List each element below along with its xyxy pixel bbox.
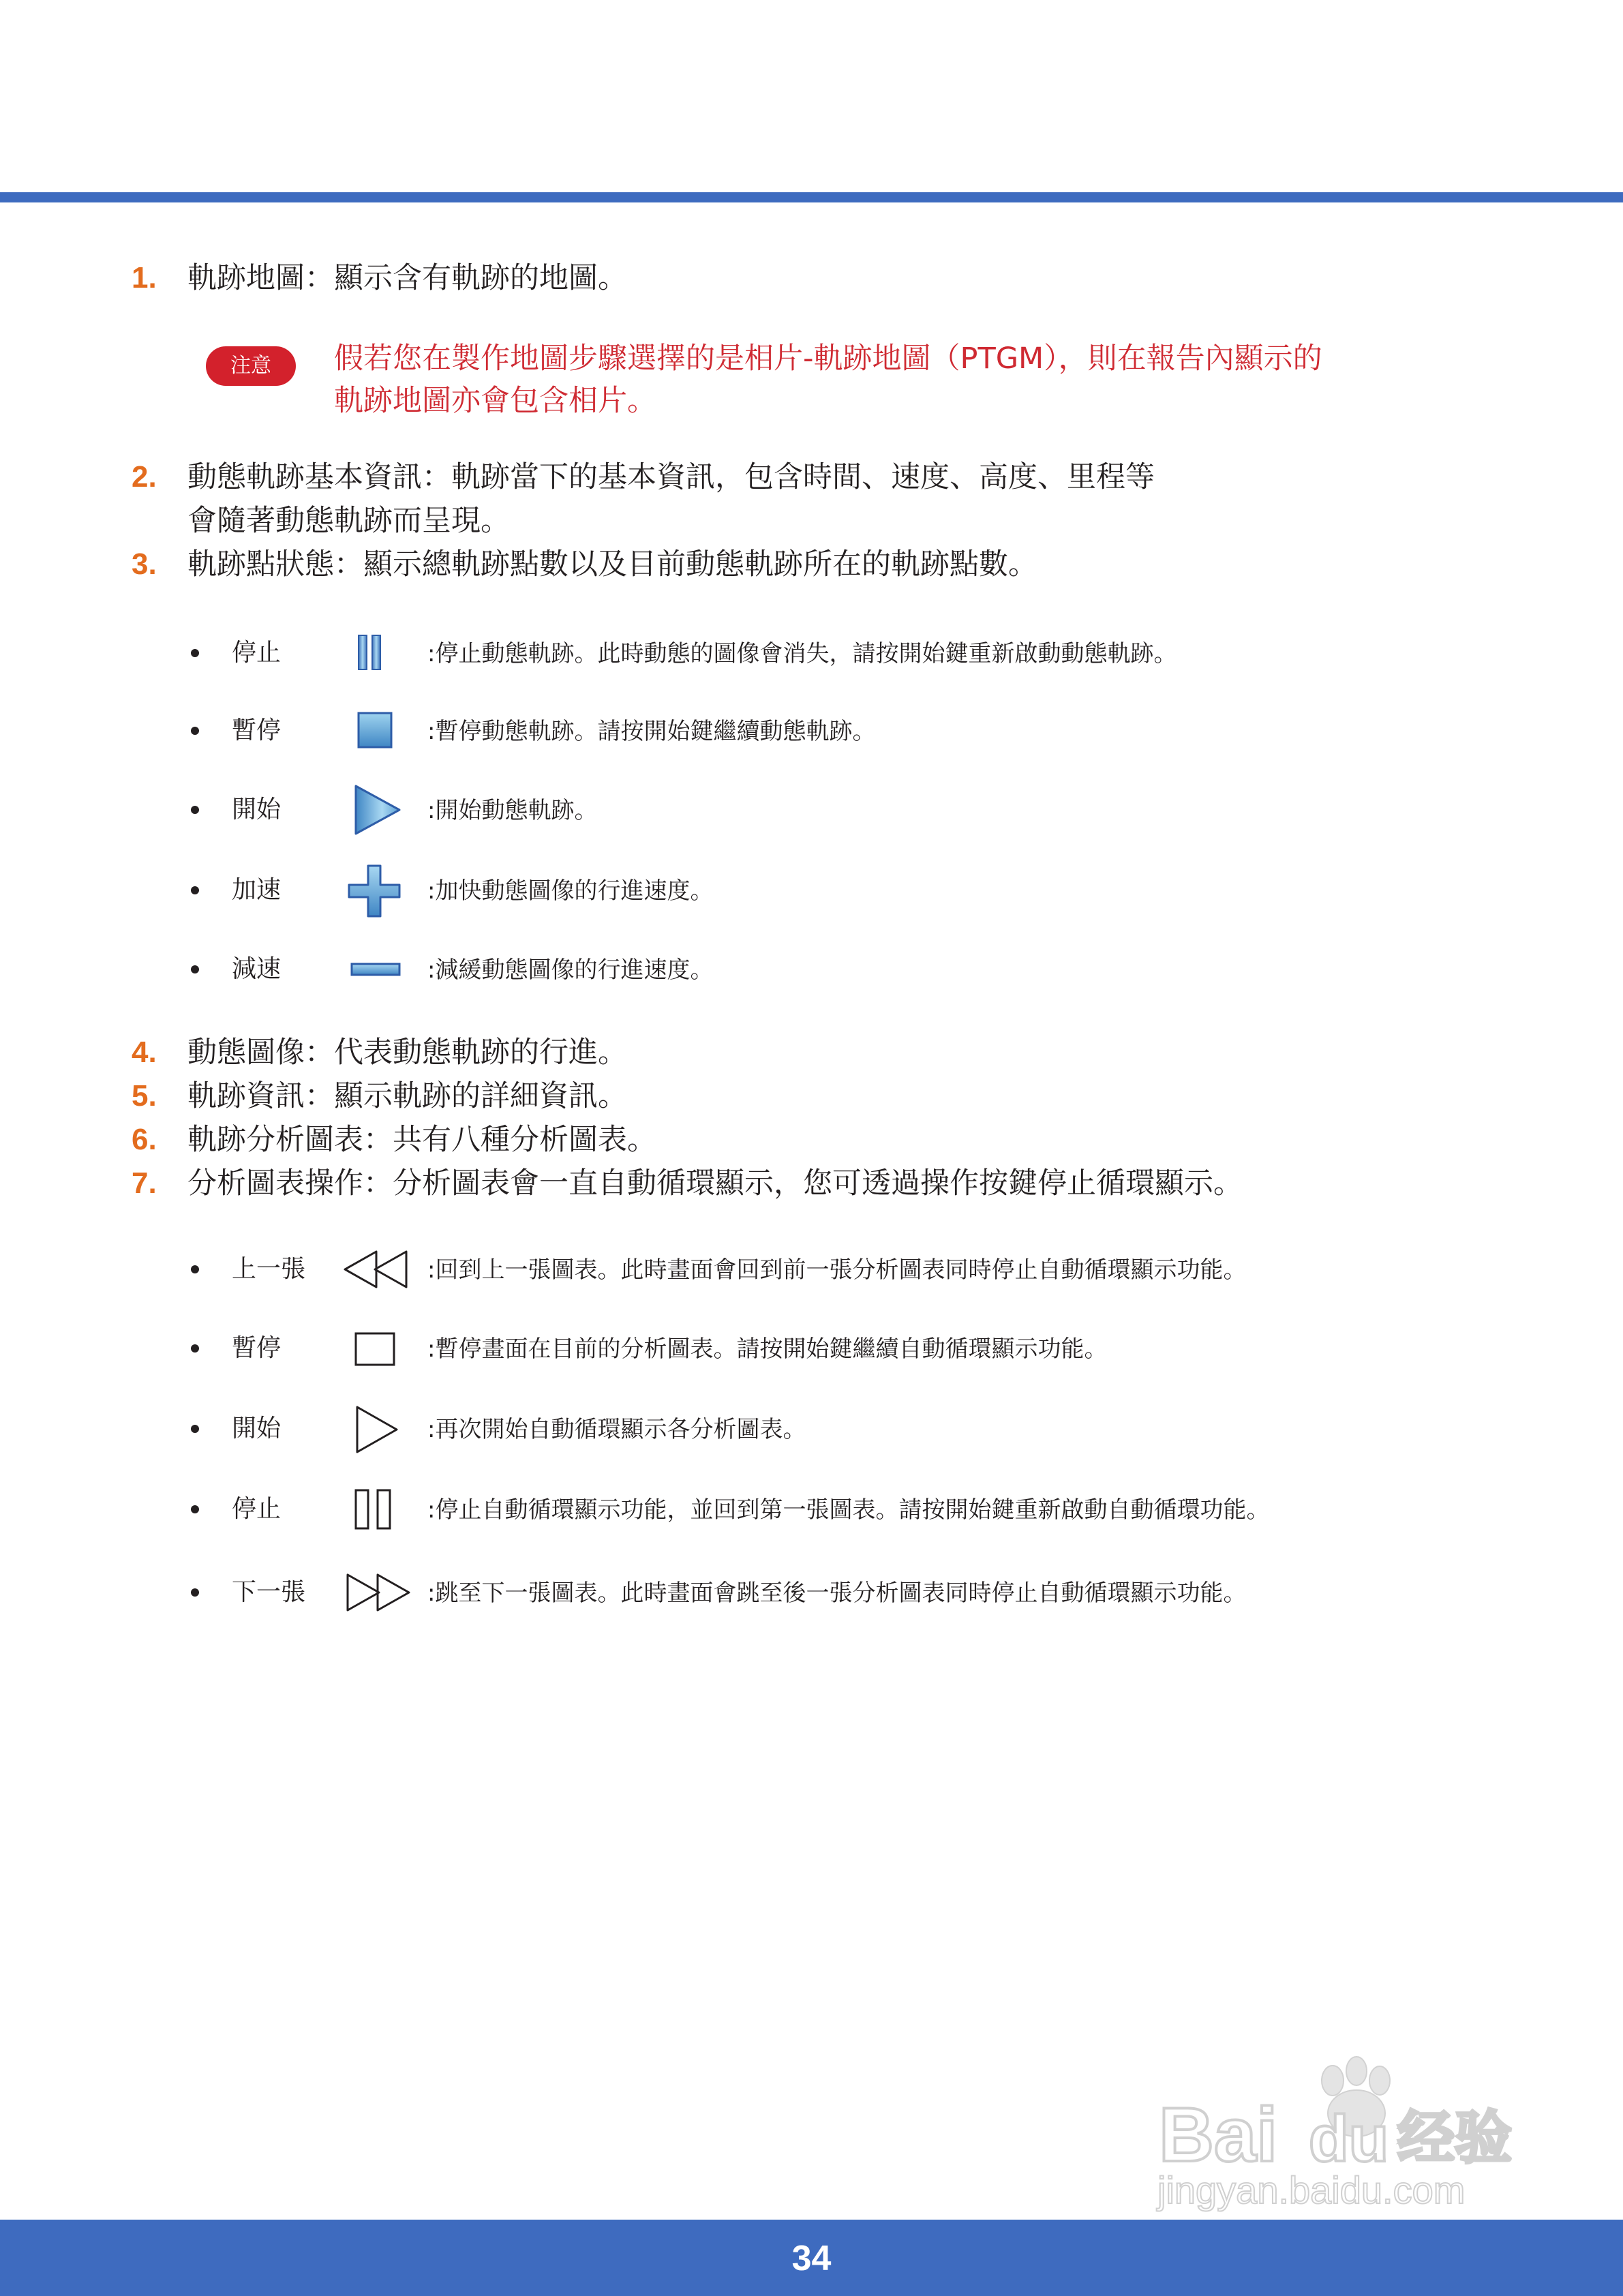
bullet-dot xyxy=(191,1344,199,1353)
list-item-3 xyxy=(132,543,1037,586)
control-description: :回到上一張圖表。此時畫面會回到前一張分析圖表同時停止自動循環顯示功能。 xyxy=(427,1256,1247,1284)
note-badge: 注意 xyxy=(206,346,296,386)
bullet-dot xyxy=(191,1505,199,1513)
item-number: 1. xyxy=(132,261,157,294)
note-line-1: 假若您在製作地圖步驟選擇的是相片-軌跡地圖（PTGM），則在報告內顯示的 xyxy=(334,342,1322,376)
item-text-continued: 會隨著動態軌跡而呈現。 xyxy=(187,504,510,538)
item-text: 動態軌跡基本資訊：軌跡當下的基本資訊，包含時間、速度、高度、里程等 xyxy=(187,460,1155,494)
bullet-dot xyxy=(191,649,199,657)
list-item-5 xyxy=(132,1074,627,1118)
item-number: 2. xyxy=(132,460,157,494)
play-outline-triangle-icon xyxy=(341,1402,423,1456)
item-number: 5. xyxy=(132,1079,157,1113)
item-text: 軌跡地圖：顯示含有軌跡的地圖。 xyxy=(187,261,627,295)
list-item-1 xyxy=(132,256,627,300)
chart-control-stop xyxy=(191,1482,1486,1537)
track-control-slow-down xyxy=(191,942,1486,997)
control-label: 減速 xyxy=(232,955,282,983)
control-label: 停止 xyxy=(232,639,282,667)
stop-outline-bars-icon xyxy=(341,1482,423,1537)
previous-double-triangle-icon xyxy=(341,1242,423,1297)
control-description: :停止自動循環顯示功能，並回到第一張圖表。請按開始鍵重新啟動自動循環功能。 xyxy=(427,1496,1270,1524)
control-label: 暫停 xyxy=(232,1334,282,1362)
control-label: 上一張 xyxy=(232,1255,306,1283)
bullet-dot xyxy=(191,806,199,814)
minus-icon xyxy=(341,942,423,997)
list-item-6 xyxy=(132,1118,656,1162)
control-description: :開始動態軌跡。 xyxy=(427,797,598,824)
track-control-pause xyxy=(191,704,1486,758)
item-text: 分析圖表操作：分析圖表會一直自動循環顯示，您可透過操作按鍵停止循環顯示。 xyxy=(187,1166,1243,1200)
next-double-triangle-icon xyxy=(341,1565,423,1620)
item-text: 動態圖像：代表動態軌跡的行進。 xyxy=(187,1036,627,1070)
play-triangle-icon xyxy=(341,783,423,837)
control-description: :暫停動態軌跡。請按開始鍵繼續動態軌跡。 xyxy=(427,718,876,745)
track-control-stop xyxy=(191,626,1486,680)
control-description: :減緩動態圖像的行進速度。 xyxy=(427,956,714,984)
item-number: 7. xyxy=(132,1166,157,1200)
control-label: 停止 xyxy=(232,1495,282,1523)
bullet-dot xyxy=(191,1425,199,1433)
pause-outline-square-icon xyxy=(341,1321,423,1376)
item-text: 軌跡分析圖表：共有八種分析圖表。 xyxy=(187,1123,656,1157)
list-item-2 xyxy=(132,455,1155,543)
svg-text:经验: 经验 xyxy=(1397,2104,1513,2171)
item-number: 3. xyxy=(132,547,157,581)
item-number: 4. xyxy=(132,1036,157,1069)
note-line-2: 軌跡地圖亦會包含相片。 xyxy=(334,384,656,418)
baidu-jingyan-watermark xyxy=(1152,2052,1534,2216)
stop-bars-icon xyxy=(341,626,423,680)
chart-control-pause xyxy=(191,1321,1486,1376)
bullet-dot xyxy=(191,965,199,973)
chart-control-previous xyxy=(191,1242,1486,1297)
svg-text:Bai: Bai xyxy=(1159,2092,1278,2177)
svg-text:jingyan.baidu.com: jingyan.baidu.com xyxy=(1157,2169,1466,2211)
note-text xyxy=(334,337,1561,422)
item-text: 軌跡資訊：顯示軌跡的詳細資訊。 xyxy=(187,1079,627,1113)
control-description: :加快動態圖像的行進速度。 xyxy=(427,877,714,905)
bullet-dot xyxy=(191,1588,199,1597)
list-item-7 xyxy=(132,1162,1243,1205)
page-number: 34 xyxy=(791,2239,832,2278)
bullet-dot xyxy=(191,1265,199,1273)
bullet-dot xyxy=(191,886,199,894)
control-label: 開始 xyxy=(232,1415,282,1442)
plus-icon xyxy=(341,863,423,918)
control-description: :再次開始自動循環顯示各分析圖表。 xyxy=(427,1416,806,1443)
header-rule xyxy=(0,192,1623,202)
chart-control-next xyxy=(191,1565,1486,1620)
pause-square-icon xyxy=(341,704,423,758)
control-label: 開始 xyxy=(232,796,282,824)
control-label: 下一張 xyxy=(232,1578,306,1606)
item-text: 軌跡點狀態：顯示總軌跡點數以及目前動態軌跡所在的軌跡點數。 xyxy=(187,547,1037,581)
control-label: 加速 xyxy=(232,876,282,904)
track-control-start xyxy=(191,783,1486,837)
chart-control-start xyxy=(191,1402,1486,1456)
list-item-4 xyxy=(132,1031,627,1074)
svg-text:du: du xyxy=(1309,2102,1389,2175)
bullet-dot xyxy=(191,727,199,735)
control-label: 暫停 xyxy=(232,716,282,744)
track-control-speed-up xyxy=(191,863,1486,918)
control-description: :暫停畫面在目前的分析圖表。請按開始鍵繼續自動循環顯示功能。 xyxy=(427,1335,1108,1363)
item-number: 6. xyxy=(132,1123,157,1156)
control-description: :停止動態軌跡。此時動態的圖像會消失，請按開始鍵重新啟動動態軌跡。 xyxy=(427,640,1177,667)
control-description: :跳至下一張圖表。此時畫面會跳至後一張分析圖表同時停止自動循環顯示功能。 xyxy=(427,1580,1247,1607)
